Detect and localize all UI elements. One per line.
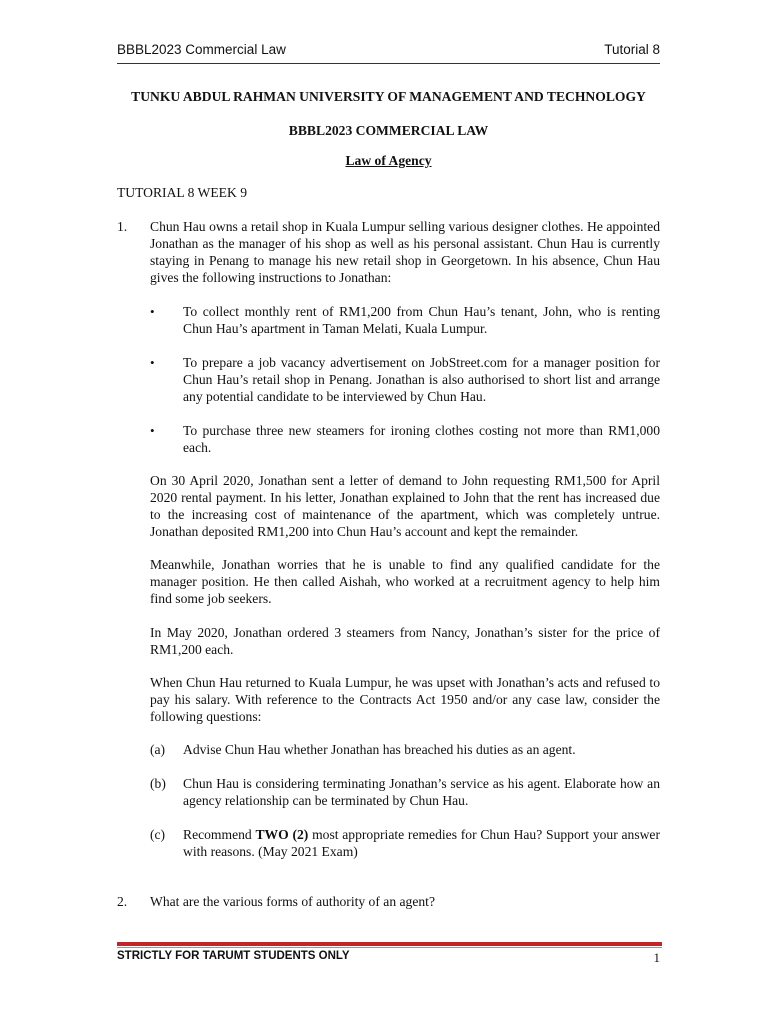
footer-notice: STRICTLY FOR TARUMT STUDENTS ONLY xyxy=(117,950,350,962)
footer-rule xyxy=(117,942,662,946)
question-intro: Chun Hau owns a retail shop in Kuala Lumpur selling various designer clothes. He appointed Jonathan as the manager of his shop as well as his personal assistant. Chun Hau is currently staying in Penang to manage his new retail shop in Georgetown. In his absence, Chun Hau gives the following instructions to Jonathan: xyxy=(150,219,660,285)
page-number: 1 xyxy=(653,950,660,965)
header-course: BBBL2023 Commercial Law xyxy=(117,42,286,57)
part-question: Chun Hau is considering terminating Jonathan’s service as his agent. Elaborate how an agency relationship can be terminated by Chun Hau. xyxy=(183,776,660,808)
bullet-icon: • xyxy=(150,304,155,319)
page-header xyxy=(117,42,660,60)
part-label: (c) xyxy=(150,827,166,842)
part-question xyxy=(183,826,660,860)
part-label: (b) xyxy=(150,776,166,791)
header-divider xyxy=(117,63,660,64)
tutorial-heading: TUTORIAL 8 WEEK 9 xyxy=(117,185,248,200)
facts-paragraph: Meanwhile, Jonathan worries that he is unable to find any qualified candidate for the manager position. He then called Aishah, who worked at a recruitment agency to help him find some job seekers. xyxy=(150,557,660,606)
footer-rule-thin xyxy=(117,947,662,948)
part-question: Advise Chun Hau whether Jonathan has breached his duties as an agent. xyxy=(183,742,576,757)
bullet-icon: • xyxy=(150,355,155,370)
instruction-item: To purchase three new steamers for ironing clothes costing not more than RM1,000 each. xyxy=(183,423,660,455)
course-title: BBBL2023 COMMERCIAL LAW xyxy=(288,123,489,138)
facts-paragraph: On 30 April 2020, Jonathan sent a letter of demand to John requesting RM1,500 for April 2020 rental payment. In his letter, Jonathan explained to John that the rent has increased due to the increasing cost of maintenance of the apartment, which was completely untrue. Jonathan deposited RM1,200 into Chun Hau’s account and kept the remainder. xyxy=(150,473,660,539)
question-number: 2. xyxy=(117,894,128,909)
part-label: (a) xyxy=(150,742,166,757)
part-text: most appropriate remedies for Chun Hau? Support your answer with reasons. (May 2021 Exam) xyxy=(183,827,660,859)
emphasis-text: TWO (2) xyxy=(255,827,309,842)
header-tutorial: Tutorial 8 xyxy=(604,42,660,57)
page-footer xyxy=(117,950,660,966)
instruction-item: To prepare a job vacancy advertisement on JobStreet.com for a manager position for Chun Hau’s retail shop in Penang. Jonathan is also authorised to short list and arrange any potential candidate to be interviewed by Chun Hau. xyxy=(183,355,660,404)
part-text: Recommend xyxy=(183,827,256,842)
bullet-icon: • xyxy=(150,423,155,438)
topic-title: Law of Agency xyxy=(345,153,432,168)
facts-paragraph: When Chun Hau returned to Kuala Lumpur, he was upset with Jonathan’s acts and refused to pay his salary. With reference to the Contracts Act 1950 and/or any case law, consider the following questions: xyxy=(150,675,660,724)
facts-paragraph: In May 2020, Jonathan ordered 3 steamers from Nancy, Jonathan’s sister for the price of RM1,200 each. xyxy=(150,625,660,657)
question-text: What are the various forms of authority of an agent? xyxy=(150,894,435,909)
question-number: 1. xyxy=(117,219,128,234)
instruction-item: To collect monthly rent of RM1,200 from Chun Hau’s tenant, John, who is renting Chun Hau’s apartment in Taman Melati, Kuala Lumpur. xyxy=(183,304,660,336)
university-title: TUNKU ABDUL RAHMAN UNIVERSITY OF MANAGEMENT AND TECHNOLOGY xyxy=(131,89,646,104)
